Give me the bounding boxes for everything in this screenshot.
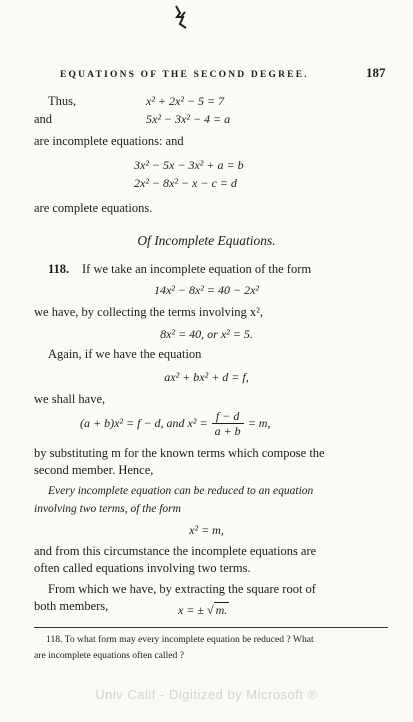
from-which-text: From which we have, by extracting the square root of (48, 582, 316, 596)
rule-line-2: involving two terms, of the form (34, 503, 181, 515)
equation-1: x² + 2x² − 5 = 7 (146, 94, 225, 108)
equation-x-m: x² = m, (189, 523, 224, 537)
equation-lhs: (a + b)x² = f − d, and x² = (80, 415, 208, 430)
running-head: EQUATIONS OF THE SECOND DEGREE. (60, 70, 309, 80)
article-number: 118. (48, 262, 70, 276)
equation-root-lhs: x = ± (178, 603, 208, 617)
thus-label: Thus, (48, 94, 77, 108)
collecting-text: we have, by collecting the terms involving x², (34, 305, 264, 319)
watermark: Univ Calif - Digitized by Microsoft ® (95, 687, 318, 702)
again-text: Again, if we have the equation (48, 347, 202, 361)
second-member-text: second member. Hence, (34, 463, 154, 477)
equation-result: 8x² = 40, or x² = 5. (160, 327, 253, 341)
fraction-denominator: a + b (214, 423, 241, 438)
incomplete-text: are incomplete equations: and (34, 134, 184, 148)
fraction-numerator: f − d (212, 409, 244, 424)
and-label: and (34, 112, 53, 126)
equation-root (178, 603, 229, 618)
radical-sign: √ (207, 603, 214, 617)
equation-fraction-line (80, 406, 270, 440)
section-heading: Of Incomplete Equations. (137, 233, 276, 248)
rule-line-1: Every incomplete equation can be reduced to an equation (48, 485, 314, 497)
both-members-text: both members, (34, 599, 109, 613)
equation-rhs: = m, (247, 415, 271, 430)
substituting-text: by substituting m for the known terms which compose the (34, 446, 325, 460)
complete-text: are complete equations. (34, 201, 153, 215)
equation-form: 14x² − 8x² = 40 − 2x² (153, 283, 260, 297)
shall-have-text: we shall have, (34, 392, 106, 406)
page-number: 187 (366, 65, 386, 80)
radicand: m. (215, 603, 228, 617)
equation-2: 5x² − 3x² − 4 = a (146, 112, 231, 126)
equation-4: 2x² − 8x² − x − c = d (134, 176, 237, 190)
fraction (212, 409, 244, 438)
footnote-line-1: 118. To what form may every incomplete equation be reduced ? What (46, 634, 314, 645)
ink-mark (172, 4, 190, 30)
equation-3: 3x² − 5x − 3x² + a = b (134, 158, 244, 172)
article-intro: If we take an incomplete equation of the form (82, 262, 312, 276)
circumstance-line-2: often called equations involving two terms. (34, 561, 251, 575)
footnote-line-2: are incomplete equations often called ? (34, 650, 184, 661)
circumstance-line-1: and from this circumstance the incomplete equations are (34, 544, 317, 558)
equation-general: ax² + bx² + d = f, (164, 370, 249, 384)
footnote-rule (34, 627, 388, 628)
